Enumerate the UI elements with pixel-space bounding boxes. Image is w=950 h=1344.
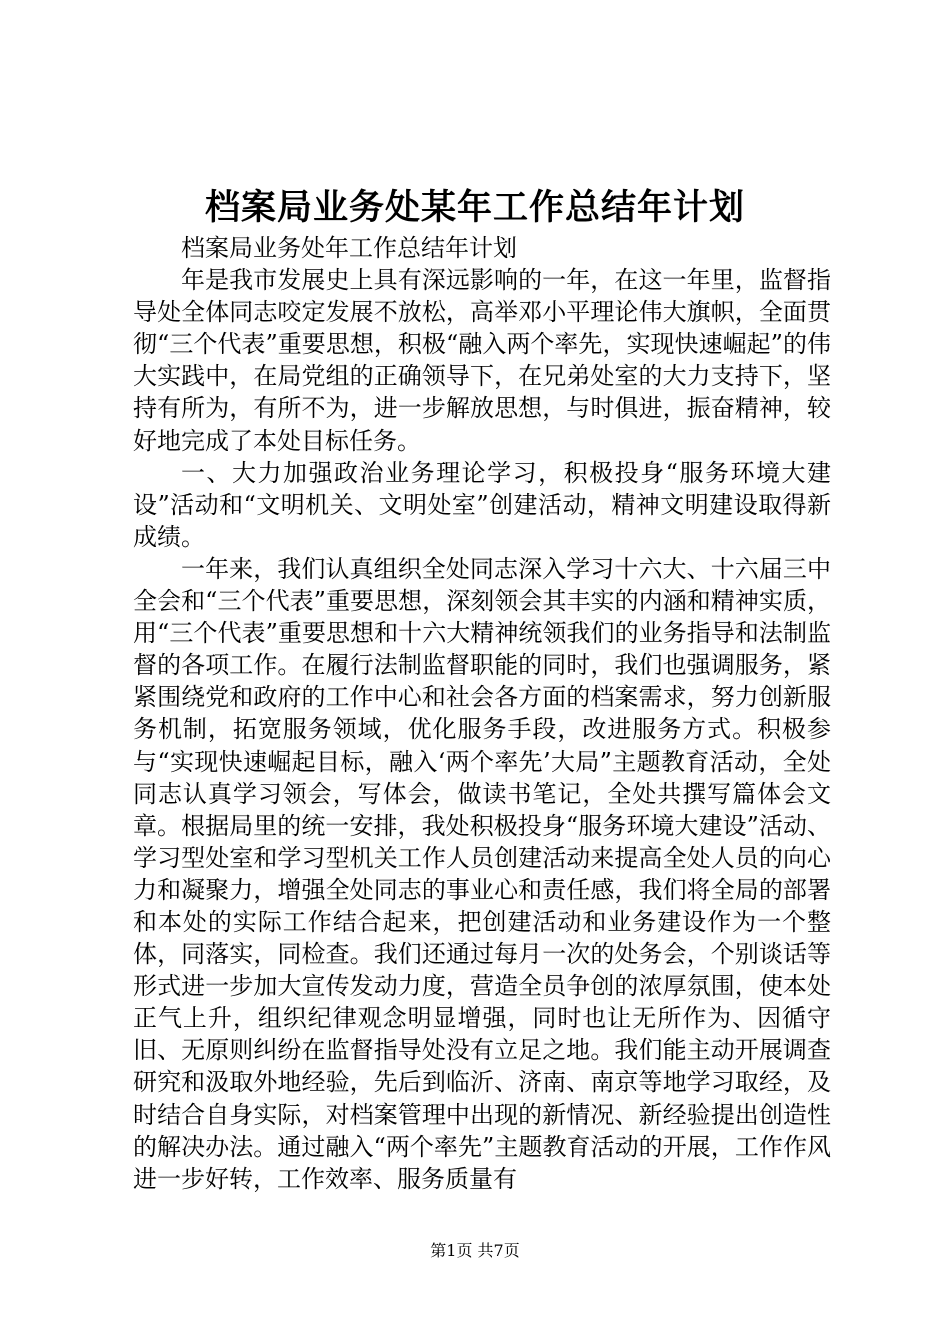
body-paragraph-detail: 一年来，我们认真组织全处同志深入学习十六大、十六届三中全会和“三个代表”重要思想，深刻领会其丰实的内涵和精神实质，用“三个代表”重要思想和十六大精神统领我们的业务指导和法制监督的各项工作。在履行法制监督职能的同时，我们也强调服务，紧紧围绕党和政府的工作中心和社会各方面的档案需求，努力创新服务机制，拓宽服务领域，优化服务手段，改进服务方式。积极参与“实现快速崛起目标，融入‘两个率先’大局”主题教育活动，全处同志认真学习领会，写体会，做读书笔记，全处共撰写篇体会文章。根据局里的统一安排，我处积极投身“服务环境大建设”活动、学习型处室和学习型机关工作人员创建活动来提高全处人员的向心力和凝聚力，增强全处同志的事业心和责任感，我们将全局的部署和本处的实际工作结合起来，把创建活动和业务建设作为一个整体，同落实，同检查。我们还通过每月一次的处务会，个别谈话等形式进一步加大宣传发动力度，营造全员争创的浓厚氛围，使本处正气上升，组织纪律观念明显增强，同时也让无所作为、因循守旧、无原则纠纷在监督指导处没有立足之地。我们能主动开展调查研究和汲取外地经验，先后到临沂、济南、南京等地学习取经，及时结合自身实际，对档案管理中出现的新情况、新经验提出创造性的解决办法。通过融入“两个率先”主题教育活动的开展，工作作风进一步好转，工作效率、服务质量有 xyxy=(133,554,831,1193)
body-paragraph-subtitle: 档案局业务处年工作总结年计划 xyxy=(181,234,517,262)
page-number: 第1页 共7页 xyxy=(430,1241,520,1260)
document-title: 档案局业务处某年工作总结年计划 xyxy=(204,187,745,228)
document-body xyxy=(133,232,831,1195)
body-paragraph-section-heading: 一、大力加强政治业务理论学习，积极投身“服务环境大建设”活动和“文明机关、文明处室”创建活动，精神文明建设取得新成绩。 xyxy=(133,458,831,551)
body-paragraph-intro: 年是我市发展史上具有深远影响的一年，在这一年里，监督指导处全体同志咬定发展不放松，高举邓小平理论伟大旗帜，全面贯彻“三个代表”重要思想，积极“融入两个率先，实现快速崛起”的伟大实践中，在局党组的正确领导下，在兄弟处室的大力支持下，坚持有所为，有所不为，进一步解放思想，与时俱进，振奋精神，较好地完成了本处目标任务。 xyxy=(133,266,831,455)
